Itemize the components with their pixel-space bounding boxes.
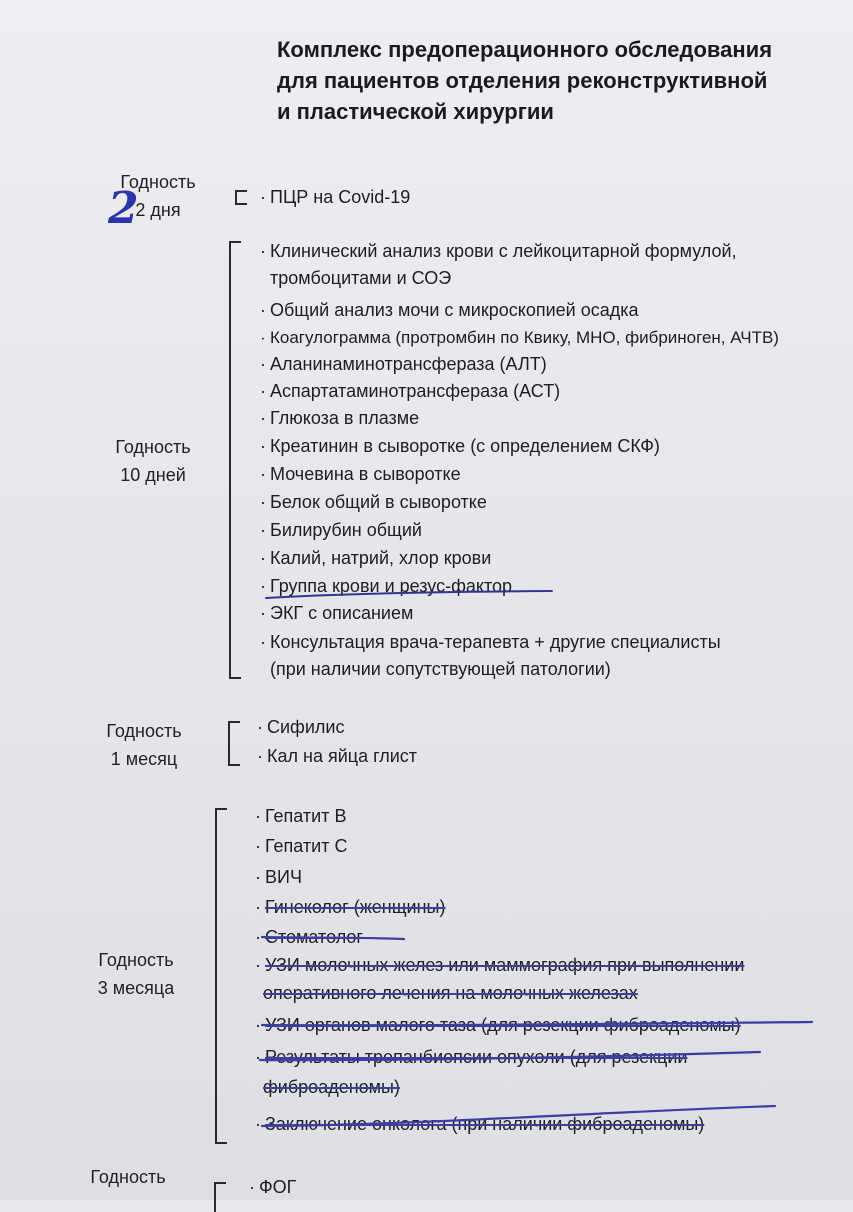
list-item: · Сифилис xyxy=(257,717,345,737)
list-item-continuation: (при наличии сопутствующей патологии) xyxy=(270,659,611,679)
group-label-line1: Годность xyxy=(115,437,191,457)
bracket-3-months xyxy=(215,808,227,1144)
list-item-struck-continuation: фиброаденомы) xyxy=(263,1077,400,1097)
list-item: · ВИЧ xyxy=(255,867,302,887)
list-item: · Калий, натрий, хлор крови xyxy=(260,548,492,568)
group-label-line2: 2 дня xyxy=(135,200,181,220)
list-item-struck: · Заключение онколога (при наличии фиброаденомы) xyxy=(255,1114,705,1134)
group-label-10-days xyxy=(103,433,203,489)
group-label-line2: 3 месяца xyxy=(97,978,175,998)
list-item: · Билирубин общий xyxy=(260,520,422,540)
title-line-2: для пациентов отделения реконструктивной xyxy=(277,68,768,93)
list-item: · ЭКГ с описанием xyxy=(260,603,414,623)
list-item: · Аспартатаминотрансфераза (АСТ) xyxy=(260,381,561,401)
list-item: · ФОГ xyxy=(249,1177,297,1197)
list-item: · Гепатит В xyxy=(255,806,347,826)
list-item-struck: · Стоматолог xyxy=(255,927,363,947)
group-label-line1: Годность xyxy=(98,950,174,970)
group-label-line1: Годность xyxy=(120,172,196,192)
list-item: · Консультация врача-терапевта + другие специалисты xyxy=(260,632,721,652)
list-item: · Коагулограмма (протромбин по Квику, МНО, фибриноген, АЧТВ) xyxy=(260,328,779,347)
group-label-partial xyxy=(78,1163,178,1191)
list-item: · Кал на яйца глист xyxy=(257,746,418,766)
group-label-line1: Годность xyxy=(90,1167,166,1187)
title-line-1: Комплекс предоперационного обследования xyxy=(277,37,773,62)
bracket-partial xyxy=(214,1182,226,1212)
bracket-10-days xyxy=(229,241,241,679)
list-item-struck: · УЗИ органов малого таза (для резекции фиброаденомы) xyxy=(255,1015,741,1035)
group-label-1-month xyxy=(94,717,194,773)
list-item-struck: · Гинеколог (женщины) xyxy=(255,897,446,917)
group-label-line2: 1 месяц xyxy=(110,749,178,769)
bracket-1-month xyxy=(228,721,240,766)
bracket-2-days xyxy=(235,190,247,205)
handwritten-number: 2 xyxy=(108,183,139,234)
group-label-line2: 10 дней xyxy=(120,465,186,485)
title-line-3: и пластической хирургии xyxy=(277,99,554,124)
list-item-struck: · УЗИ молочных желез или маммография при выполнении xyxy=(255,955,745,975)
list-item: · Общий анализ мочи с микроскопией осадка xyxy=(260,300,639,320)
list-item-struck-continuation: оперативного лечения на молочных железах xyxy=(263,983,638,1003)
list-item-struck: · Результаты трепанбиопсии опухоли (для резекции xyxy=(255,1047,688,1067)
list-item: · Гепатит С xyxy=(255,836,348,856)
list-item: · Аланинаминотрансфераза (АЛТ) xyxy=(260,354,547,374)
list-item: · ПЦР на Covid-19 xyxy=(260,187,411,207)
list-item: · Клинический анализ крови с лейкоцитарной формулой, xyxy=(260,241,737,261)
list-item-underlined: · Группа крови и резус-фактор xyxy=(260,576,513,596)
group-label-3-months xyxy=(86,946,186,1002)
list-item: · Белок общий в сыворотке xyxy=(260,492,487,512)
list-item: · Глюкоза в плазме xyxy=(260,408,420,428)
list-item: · Креатинин в сыворотке (с определением СКФ) xyxy=(260,436,660,456)
list-item-continuation: тромбоцитами и СОЭ xyxy=(270,268,452,288)
document-title xyxy=(277,34,837,127)
list-item: · Мочевина в сыворотке xyxy=(260,464,461,484)
group-label-line1: Годность xyxy=(106,721,182,741)
